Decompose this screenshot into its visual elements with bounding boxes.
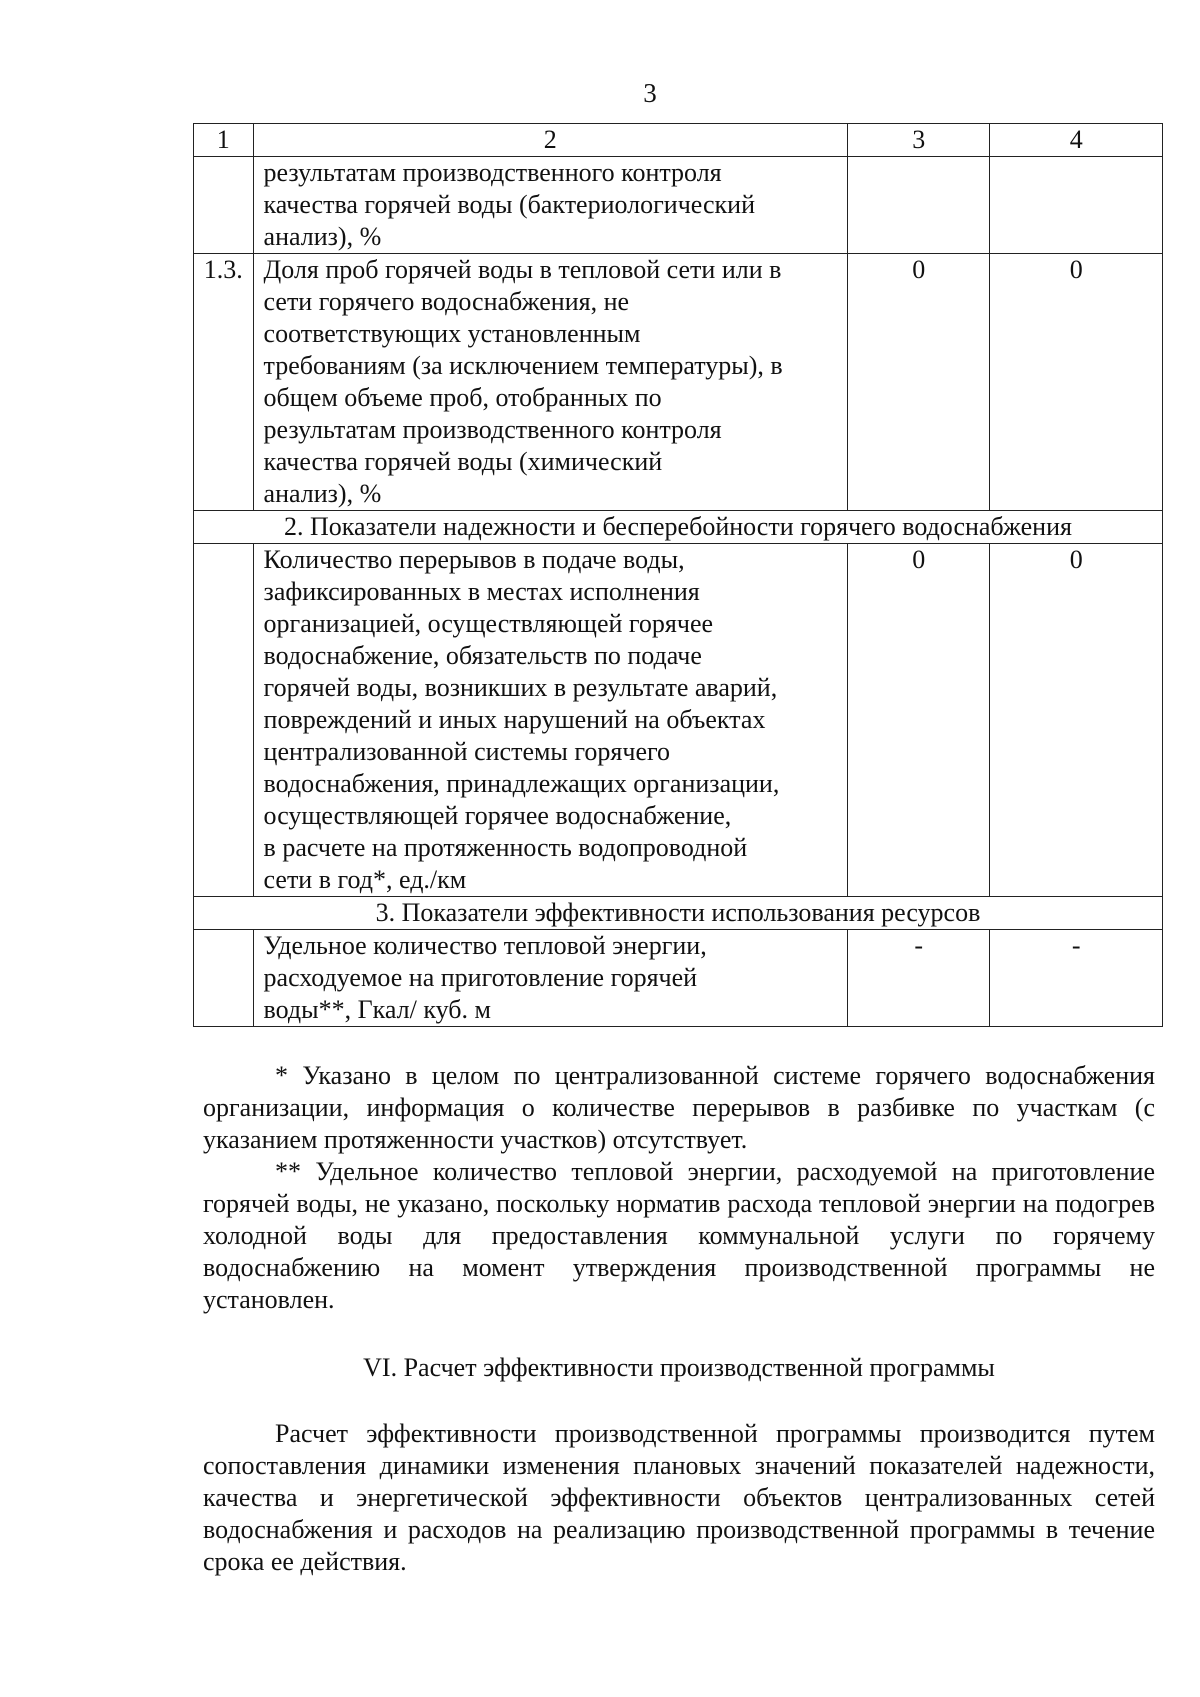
section-vi-heading: VI. Расчет эффективности производственной программы: [363, 1353, 995, 1382]
row-description-text: результатам производственного контроля качества горячей воды (бактериологический анализ), %: [263, 158, 755, 251]
section-2-title: 2. Показатели надежности и бесперебойности горячего водоснабжения: [194, 511, 1163, 544]
header-cell-2: 2: [253, 124, 848, 157]
page-number: 3: [643, 78, 657, 108]
row-value-cell-3: 0: [848, 254, 990, 511]
row-value-cell-3: [848, 157, 990, 254]
row-value-cell-4: [990, 157, 1163, 254]
row-number-cell: 1.3.: [194, 254, 254, 511]
section-3-title-row: [194, 897, 1163, 930]
row-value-cell-3: -: [848, 930, 990, 1027]
table-row-section-2: [194, 544, 1163, 897]
row-value-cell-4: -: [990, 930, 1163, 1027]
row-number-cell: [194, 544, 254, 897]
row-description-text: Количество перерывов в подаче воды, зафиксированных в местах исполнения организацией, осуществляющей горячее водоснабжение, обязательств по подаче горячей воды, возникших в результате аварий, повреждений и иных нарушений на объектах централизованной системы горячего водоснабжения, принадлежащих организации, осуществляющей горячее водоснабжение, в расчете на протяженность водопроводной сети в год*, ед./км: [263, 545, 780, 894]
indicators-table: [193, 123, 1163, 1027]
row-number-cell: [194, 157, 254, 254]
footnote-2: ** Удельное количество тепловой энергии, расходуемой на приготовление горячей воды, не указано, поскольку норматив расхода тепловой энергии на подогрев холодной воды для предоставления коммунальной услуги по горячему водоснабжению на момент утверждения производственной программы не установлен.: [203, 1157, 1155, 1314]
section-2-title-row: [194, 511, 1163, 544]
header-cell-1: 1: [194, 124, 254, 157]
row-description-cell: [253, 544, 848, 897]
footnote-1: * Указано в целом по централизованной системе горячего водоснабжения организации, информация о количестве перерывов в разбивке по участкам (с указанием протяженности участков) отсутствует.: [203, 1061, 1155, 1154]
table-row-section-3: [194, 930, 1163, 1027]
row-description-cell: [253, 930, 848, 1027]
section-vi-paragraph: Расчет эффективности производственной программы производится путем сопоставления динамики изменения плановых значений показателей надежности, качества и энергетической эффективности объектов централизованных сетей водоснабжения и расходов на реализацию производственной программы в течение срока ее действия.: [203, 1419, 1155, 1576]
section-3-title: 3. Показатели эффективности использования ресурсов: [194, 897, 1163, 930]
table-row-1-3: [194, 254, 1163, 511]
row-value-cell-3: 0: [848, 544, 990, 897]
header-cell-4: 4: [990, 124, 1163, 157]
row-description-text: Доля проб горячей воды в тепловой сети или в сети горячего водоснабжения, не соответствующих установленным требованиям (за исключением температуры), в общем объеме проб, отобранных по результатам производственного контроля качества горячей воды (химический анализ), %: [263, 255, 783, 508]
table-header-row: [194, 124, 1163, 157]
row-description-text: Удельное количество тепловой энергии, расходуемое на приготовление горячей воды**, Гкал/ куб. м: [263, 931, 707, 1024]
row-value-cell-4: 0: [990, 254, 1163, 511]
row-value-cell-4: 0: [990, 544, 1163, 897]
table-row-continuation: [194, 157, 1163, 254]
row-description-cell: [253, 254, 848, 511]
header-cell-3: 3: [848, 124, 990, 157]
footnotes: [203, 1060, 1155, 1316]
row-description-cell: [253, 157, 848, 254]
row-number-cell: [194, 930, 254, 1027]
